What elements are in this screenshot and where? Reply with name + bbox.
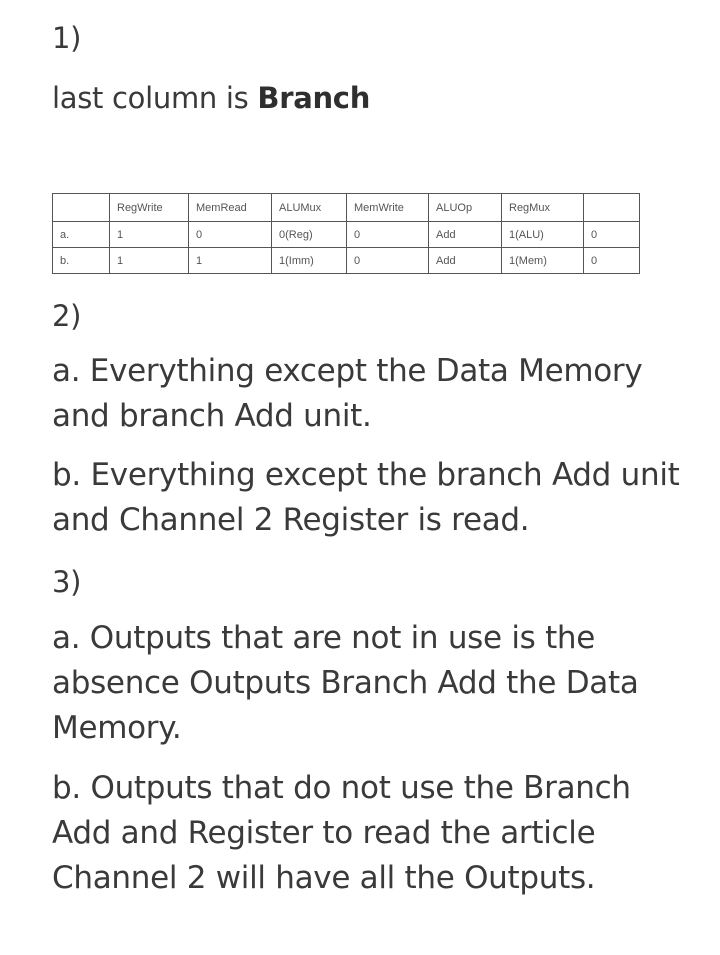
table-row (53, 222, 640, 248)
table-cell: 0 (584, 248, 640, 274)
table-cell: 1(Imm) (272, 248, 347, 274)
table-cell: 0 (347, 248, 429, 274)
table-header-cell: MemRead (189, 194, 272, 222)
section-3-heading: 3) (52, 565, 82, 599)
table-header-cell: ALUOp (429, 194, 502, 222)
table-header-row (53, 194, 640, 222)
table-header-cell (584, 194, 640, 222)
table-cell: 0 (584, 222, 640, 248)
section-3-answer-b: b. Outputs that do not use the Branch Add and Register to read the article Channel 2 will have all the Outputs. (52, 770, 631, 896)
table-header-cell: RegMux (502, 194, 584, 222)
section-2-answer-a: a. Everything except the Data Memory and branch Add unit. (52, 353, 643, 434)
table-header-cell (53, 194, 110, 222)
section-2-answer-b: b. Everything except the branch Add unit and Channel 2 Register is read. (52, 457, 680, 538)
section-1-heading: 1) (52, 21, 82, 55)
section-2-heading: 2) (52, 299, 82, 333)
table-header-cell: RegWrite (110, 194, 189, 222)
table-cell: b. (53, 248, 110, 274)
intro-text: last column is (52, 81, 258, 115)
table-cell: 1 (110, 222, 189, 248)
table-cell: a. (53, 222, 110, 248)
table-header-cell: ALUMux (272, 194, 347, 222)
section-3-answer-a: a. Outputs that are not in use is the absence Outputs Branch Add the Data Memory. (52, 620, 639, 746)
table-header-cell: MemWrite (347, 194, 429, 222)
table-cell: 1(Mem) (502, 248, 584, 274)
control-signals-table (52, 193, 640, 274)
table-cell: 0 (189, 222, 272, 248)
table-cell: Add (429, 222, 502, 248)
intro-bold-text: Branch (257, 81, 371, 115)
table-cell: 1 (110, 248, 189, 274)
table-row (53, 248, 640, 274)
section-1-intro (52, 78, 370, 118)
table-cell: Add (429, 248, 502, 274)
table-cell: 0 (347, 222, 429, 248)
table-cell: 0(Reg) (272, 222, 347, 248)
table-cell: 1 (189, 248, 272, 274)
table-cell: 1(ALU) (502, 222, 584, 248)
